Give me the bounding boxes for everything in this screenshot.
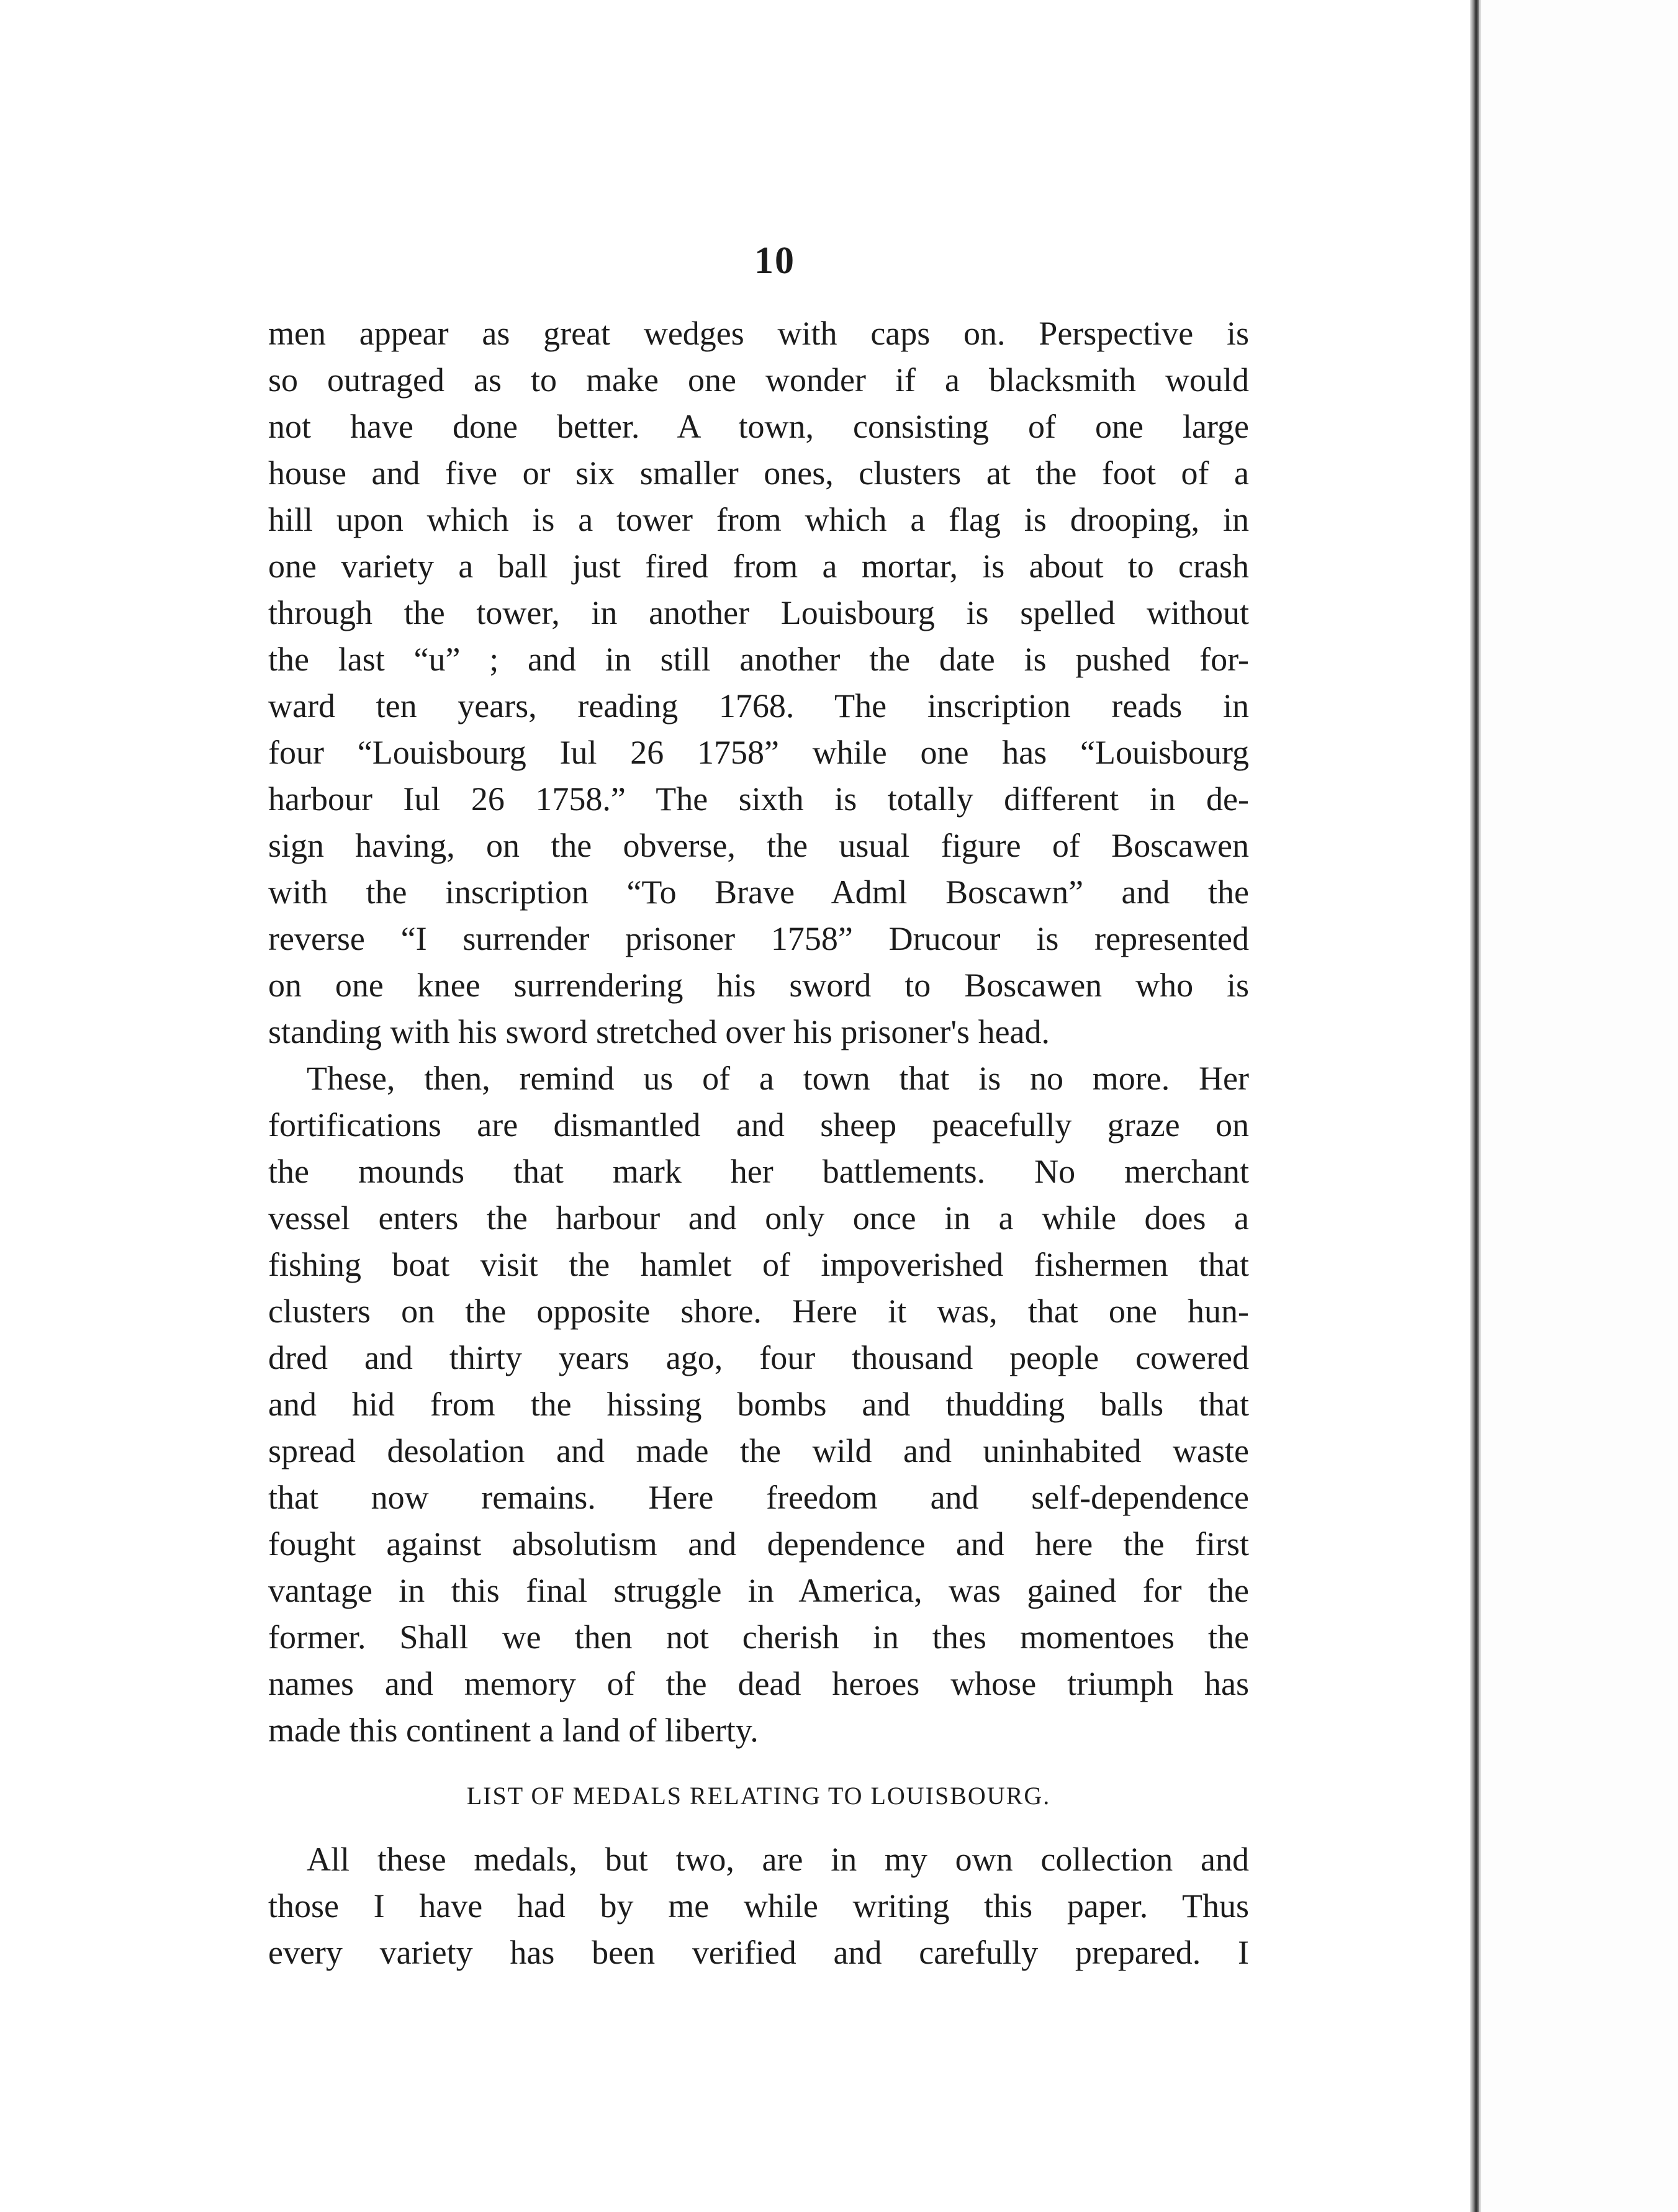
paragraph-3 xyxy=(268,1836,1249,1976)
text-line: on one knee surrendering his sword to Boscawen who is xyxy=(268,967,1249,1004)
paragraph-1 xyxy=(268,310,1249,1055)
text-line: four “Louisbourg Iul 26 1758” while one has “Louisbourg xyxy=(268,734,1249,771)
text-line: through the tower, in another Louisbourg is spelled without xyxy=(268,594,1249,631)
text-line: every variety has been verified and carefully prepared. I xyxy=(268,1934,1249,1971)
text-line: so outraged as to make one wonder if a blacksmith would xyxy=(268,361,1249,399)
text-line: fortifications are dismantled and sheep peacefully graze on xyxy=(268,1106,1249,1144)
text-line: vantage in this final struggle in America, was gained for the xyxy=(268,1572,1249,1609)
text-line: men appear as great wedges with caps on. Perspective is xyxy=(268,315,1249,352)
text-line: spread desolation and made the wild and uninhabited waste xyxy=(268,1432,1249,1469)
text-line: that now remains. Here freedom and self-dependence xyxy=(268,1479,1249,1516)
adjacent-page-border xyxy=(1479,0,1481,2212)
text-line: fishing boat visit the hamlet of impoverished fishermen that xyxy=(268,1246,1249,1283)
text-line: names and memory of the dead heroes whose triumph has xyxy=(268,1665,1249,1702)
text-line: and hid from the hissing bombs and thudding balls that xyxy=(268,1386,1249,1423)
book-spine xyxy=(1470,0,1479,2212)
text-line: sign having, on the obverse, the usual figure of Boscawen xyxy=(268,827,1249,864)
text-line: standing with his sword stretched over his prisoner's head. xyxy=(268,1013,1050,1050)
text-line: fought against absolutism and dependence and here the first xyxy=(268,1525,1249,1563)
text-line: house and five or six smaller ones, clusters at the foot of a xyxy=(268,454,1249,492)
text-line: not have done better. A town, consisting of one large xyxy=(268,408,1249,445)
text-line: dred and thirty years ago, four thousand people cowered xyxy=(268,1339,1249,1376)
text-line: those I have had by me while writing this paper. Thus xyxy=(268,1887,1249,1925)
page-text xyxy=(268,310,1249,1976)
paragraph-2 xyxy=(268,1055,1249,1754)
adjacent-page-edge xyxy=(1479,0,1678,2212)
page-number: 10 xyxy=(754,240,795,282)
text-line: reverse “I surrender prisoner 1758” Drucour is represented xyxy=(268,920,1249,957)
text-line: vessel enters the harbour and only once in a while does a xyxy=(268,1199,1249,1237)
text-line: hill upon which is a tower from which a flag is drooping, in xyxy=(268,501,1249,538)
text-line: All these medals, but two, are in my own collection and xyxy=(307,1841,1249,1878)
text-line: ward ten years, reading 1768. The inscription reads in xyxy=(268,687,1249,725)
text-line: with the inscription “To Brave Adml Boscawn” and the xyxy=(268,874,1249,911)
text-line: one variety a ball just fired from a mortar, is about to crash xyxy=(268,548,1249,585)
text-line: the last “u” ; and in still another the date is pushed for- xyxy=(268,641,1249,678)
text-line: the mounds that mark her battlements. No merchant xyxy=(268,1153,1249,1190)
text-line: former. Shall we then not cherish in thes momentoes the xyxy=(268,1618,1249,1656)
text-line: made this continent a land of liberty. xyxy=(268,1712,759,1749)
text-line: harbour Iul 26 1758.” The sixth is totally different in de- xyxy=(268,780,1249,818)
text-line: These, then, remind us of a town that is no more. Her xyxy=(307,1060,1249,1097)
section-heading: LIST OF MEDALS RELATING TO LOUISBOURG. xyxy=(466,1782,1051,1810)
text-line: clusters on the opposite shore. Here it was, that one hun- xyxy=(268,1293,1249,1330)
